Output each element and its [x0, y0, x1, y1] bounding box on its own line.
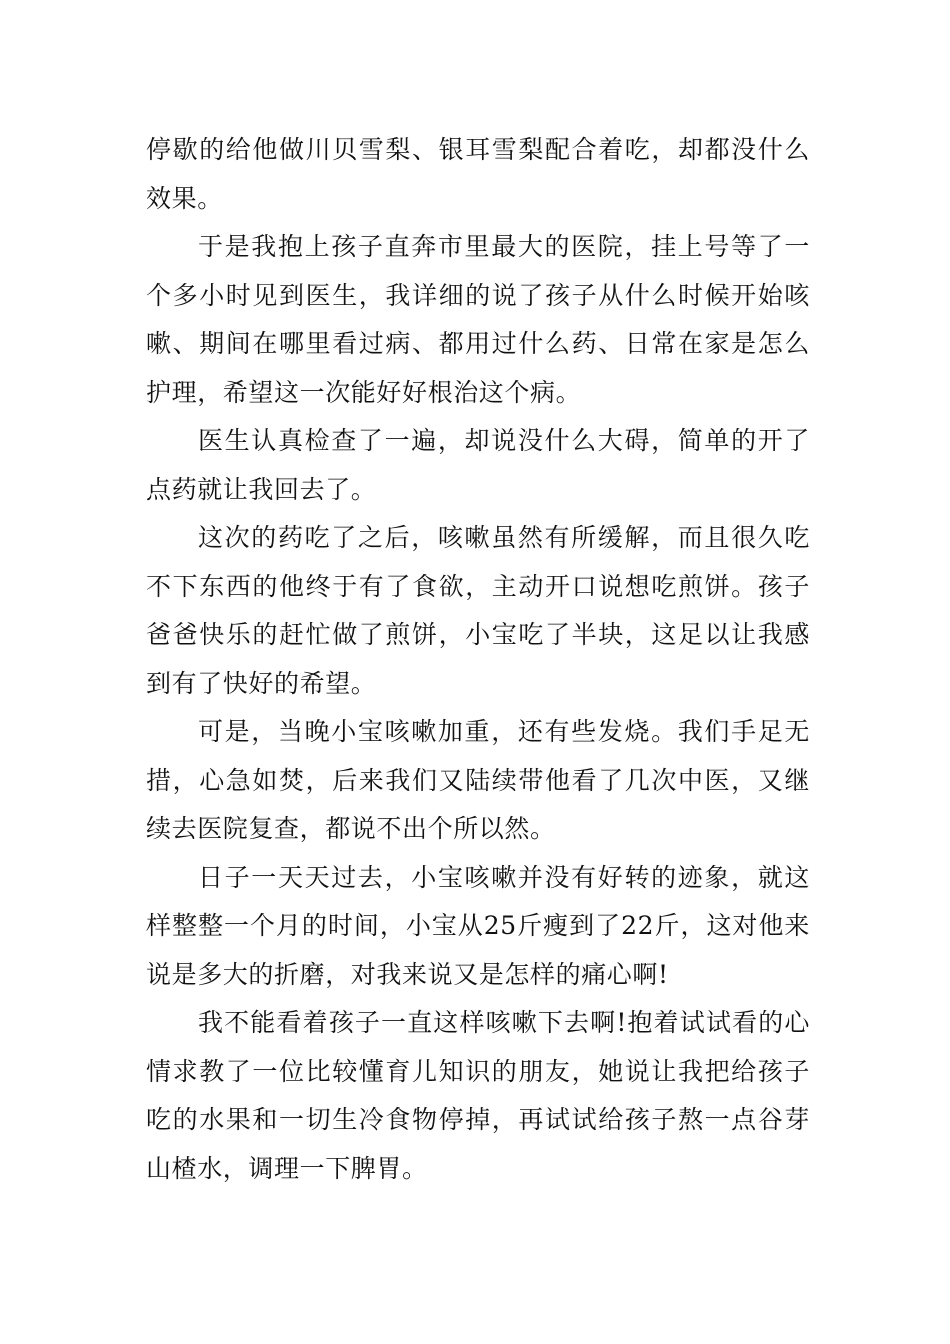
paragraph-2: 于是我抱上孩子直奔市里最大的医院，挂上号等了一个多小时见到医生，我详细的说了孩子从什么时候开始咳嗽、期间在哪里看过病、都用过什么药、日常在家是怎么护理，希望这一次能好好根治这个病。 [146, 232, 810, 407]
paragraph-3: 医生认真检查了一遍，却说没什么大碍，简单的开了点药就让我回去了。 [146, 426, 810, 504]
paragraph-4: 这次的药吃了之后，咳嗽虽然有所缓解，而且很久吃不下东西的他终于有了食欲，主动开口说想吃煎饼。孩子爸爸快乐的赶忙做了煎饼，小宝吃了半块，这足以让我感到有了快好的希望。 [146, 523, 810, 698]
paragraph-5: 可是，当晚小宝咳嗽加重，还有些发烧。我们手足无措，心急如焚，后来我们又陆续带他看了几次中医，又继续去医院复查，都说不出个所以然。 [146, 717, 810, 843]
paragraph-6: 日子一天天过去，小宝咳嗽并没有好转的迹象，就这样整整一个月的时间，小宝从25斤瘦到了22斤，这对他来说是多大的折磨，对我来说又是怎样的痛心啊! [146, 862, 810, 989]
paragraph-1: 停歇的给他做川贝雪梨、银耳雪梨配合着吃，却都没什么效果。 [146, 135, 810, 213]
paragraph-7: 我不能看着孩子一直这样咳嗽下去啊!抱着试试看的心情求教了一位比较懂育儿知识的朋友，她说让我把给孩子吃的水果和一切生冷食物停掉，再试试给孩子熬一点谷芽山楂水，调理一下脾胃。 [146, 1008, 810, 1183]
document-body [146, 126, 810, 1193]
